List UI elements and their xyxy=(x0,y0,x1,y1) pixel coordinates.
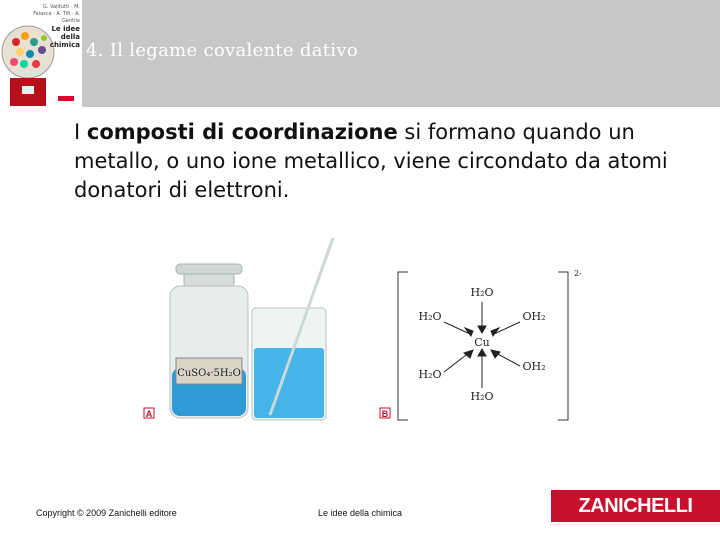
ligand-upper-right: OH₂ xyxy=(522,310,546,323)
cover-title xyxy=(30,4,80,49)
body-pre: I xyxy=(74,120,87,144)
ligand-lower-left: H₂O xyxy=(418,368,442,381)
cover-book-title: Le idee della chimica xyxy=(49,25,80,49)
beaker xyxy=(252,238,333,420)
ligand-upper-left: H₂O xyxy=(418,310,442,323)
body-bold-term: composti di coordinazione xyxy=(86,120,398,144)
panel-b-label: B xyxy=(381,409,389,419)
center-atom: Cu xyxy=(474,336,490,349)
book-cover xyxy=(0,0,82,107)
cover-authors: G. Valitutti · M. Falasca · A. Tifi · A. Gentile xyxy=(33,4,80,24)
copper-complex-structure xyxy=(398,269,582,420)
jar-label: CuSO₄·5H₂O xyxy=(177,368,241,379)
coordination-figure xyxy=(140,230,590,430)
reagent-jar xyxy=(170,264,248,418)
body-paragraph xyxy=(74,118,694,205)
panel-a-label: A xyxy=(145,409,153,419)
publisher-logo: ZANICHELLI xyxy=(551,490,720,522)
complex-charge: 2- xyxy=(574,269,582,278)
slide-title: 4. Il legame covalente dativo xyxy=(86,40,358,61)
footer-book-title: Le idee della chimica xyxy=(318,508,403,518)
ligand-bottom: H₂O xyxy=(470,390,494,403)
copyright-text: Copyright © 2009 Zanichelli editore xyxy=(36,508,177,518)
ligand-top: H₂O xyxy=(470,286,494,299)
ligand-lower-right: OH₂ xyxy=(522,360,546,373)
body-post: si formano quando un metallo, o uno ione metallico, viene circondato da atomi donatori di elettroni. xyxy=(74,120,668,202)
